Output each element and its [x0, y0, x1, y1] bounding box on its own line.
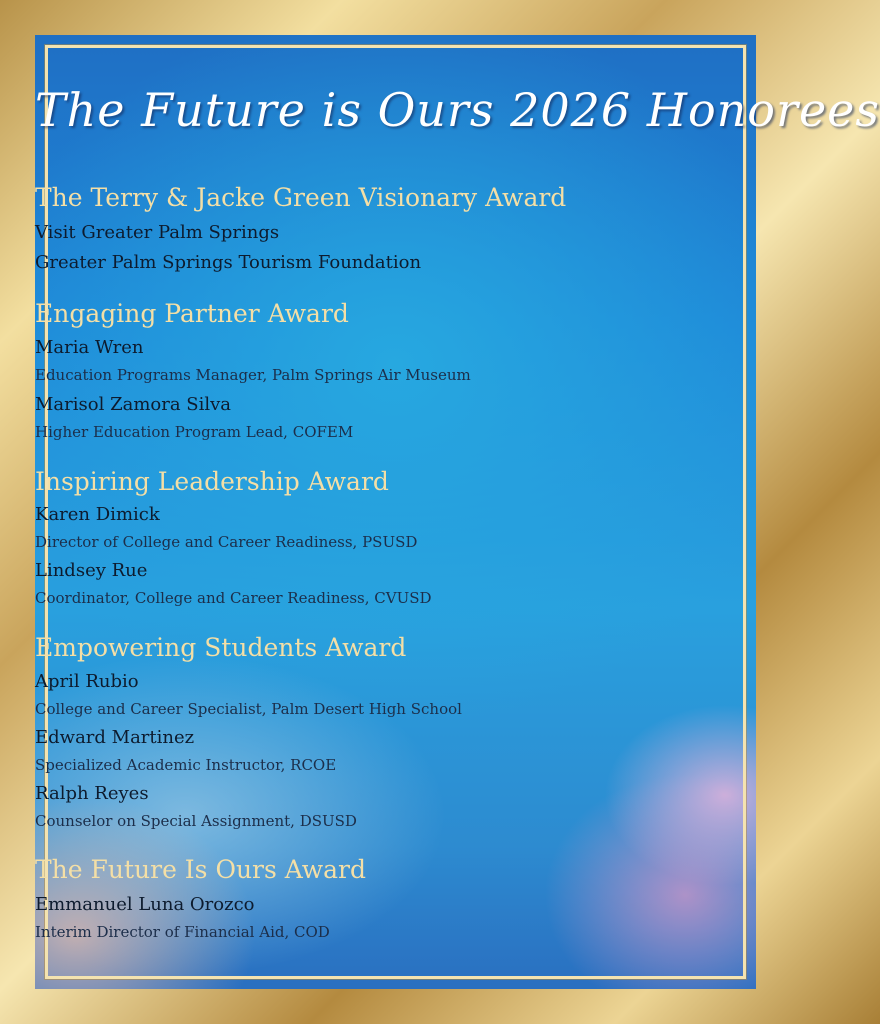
honoree-role: Counselor on Special Assignment, DSUSD — [35, 812, 357, 830]
honoree-role: Interim Director of Financial Aid, COD — [35, 923, 330, 941]
honoree-role: Director of College and Career Readiness, PSUSD — [35, 533, 418, 551]
honoree-role: Coordinator, College and Career Readiness, CVUSD — [35, 589, 432, 607]
honoree-name: Lindsey Rue — [35, 560, 148, 581]
honoree-name: Marisol Zamora Silva — [35, 394, 232, 415]
honoree-name: April Rubio — [35, 671, 139, 692]
honoree-role: Specialized Academic Instructor, RCOE — [35, 756, 337, 774]
page-title: The Future is Ours 2026 Honorees — [35, 83, 880, 137]
award-title-inspiring-leadership: Inspiring Leadership Award — [35, 467, 389, 496]
honorees-panel — [35, 35, 880, 989]
honoree-name: Greater Palm Springs Tourism Foundation — [35, 252, 422, 273]
honoree-role: Higher Education Program Lead, COFEM — [35, 423, 354, 441]
award-title-visionary: The Terry & Jacke Green Visionary Award — [35, 183, 567, 212]
honoree-name: Ralph Reyes — [35, 783, 149, 804]
award-title-future-is-ours: The Future Is Ours Award — [35, 855, 366, 884]
honoree-name: Visit Greater Palm Springs — [35, 222, 280, 243]
award-title-engaging-partner: Engaging Partner Award — [35, 299, 349, 328]
honoree-role: Education Programs Manager, Palm Springs Air Museum — [35, 366, 471, 384]
honoree-name: Maria Wren — [35, 337, 144, 358]
honoree-role: College and Career Specialist, Palm Desert High School — [35, 700, 462, 718]
honoree-name: Emmanuel Luna Orozco — [35, 894, 255, 915]
honoree-name: Edward Martinez — [35, 727, 195, 748]
honoree-name: Karen Dimick — [35, 504, 160, 525]
award-title-empowering-students: Empowering Students Award — [35, 633, 407, 662]
